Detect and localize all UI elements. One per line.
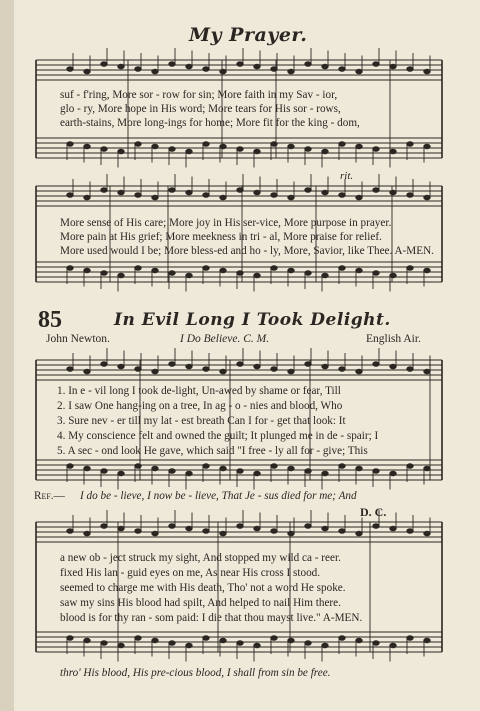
author: John Newton.	[46, 333, 110, 345]
note-head	[237, 62, 243, 67]
note-head	[67, 367, 73, 372]
note-head	[203, 464, 209, 469]
note-head	[237, 641, 243, 646]
note-head	[390, 149, 396, 154]
note-head	[373, 147, 379, 152]
note-head	[135, 142, 141, 147]
note-head	[356, 466, 362, 471]
note-head	[373, 469, 379, 474]
note-head	[169, 362, 175, 367]
note-head	[356, 638, 362, 643]
verse-line: seemed to charge me with His death, Tho' not a word He spoke.	[60, 582, 346, 594]
note-head	[271, 142, 277, 147]
note-head	[84, 466, 90, 471]
note-head	[220, 466, 226, 471]
note-head	[271, 266, 277, 271]
note-head	[424, 531, 430, 536]
arranger: English Air.	[366, 333, 421, 345]
note-head	[424, 144, 430, 149]
note-head	[118, 190, 124, 195]
hymn-number: 85	[38, 307, 62, 333]
note-head	[101, 271, 107, 276]
note-head	[169, 188, 175, 193]
note-head	[254, 273, 260, 278]
note-head	[186, 190, 192, 195]
note-head	[84, 144, 90, 149]
note-head	[118, 471, 124, 476]
note-head	[390, 364, 396, 369]
note-head	[322, 471, 328, 476]
note-head	[390, 64, 396, 69]
note-head	[203, 142, 209, 147]
note-head	[424, 69, 430, 74]
note-head	[339, 142, 345, 147]
note-head	[339, 367, 345, 372]
note-head	[288, 195, 294, 200]
note-head	[220, 531, 226, 536]
note-head	[101, 147, 107, 152]
note-head	[407, 193, 413, 198]
note-head	[322, 149, 328, 154]
note-head	[373, 271, 379, 276]
note-head	[220, 144, 226, 149]
note-head	[186, 471, 192, 476]
note-head	[322, 64, 328, 69]
lyric-line: glo - ry, More hope in His word; More tears for His sor - rows,	[60, 103, 341, 115]
note-head	[152, 466, 158, 471]
note-head	[288, 531, 294, 536]
note-head	[84, 369, 90, 374]
note-head	[390, 190, 396, 195]
note-head	[254, 149, 260, 154]
lyric-line: More sense of His care; More joy in His ser-vice, More purpose in prayer.	[60, 217, 392, 229]
note-head	[288, 144, 294, 149]
hymn-title: In Evil Long I Took Delight.	[114, 310, 391, 330]
note-head	[305, 524, 311, 529]
note-head	[203, 367, 209, 372]
note-head	[186, 64, 192, 69]
note-head	[339, 266, 345, 271]
note-head	[407, 464, 413, 469]
lyric-line: suf - f'ring, More sor - row for sin; More faith in my Sav - ior,	[60, 89, 338, 101]
note-head	[118, 643, 124, 648]
note-head	[424, 466, 430, 471]
note-head	[186, 273, 192, 278]
note-head	[118, 526, 124, 531]
note-head	[356, 144, 362, 149]
note-head	[288, 369, 294, 374]
note-head	[407, 67, 413, 72]
note-head	[101, 641, 107, 646]
note-head	[152, 268, 158, 273]
note-head	[305, 362, 311, 367]
note-head	[356, 69, 362, 74]
note-head	[271, 636, 277, 641]
note-head	[390, 643, 396, 648]
note-head	[84, 195, 90, 200]
note-head	[152, 69, 158, 74]
note-head	[322, 273, 328, 278]
note-head	[424, 369, 430, 374]
note-head	[203, 636, 209, 641]
refrain-line: I do be - lieve, I now be - lieve, That Je - sus died for me; And	[80, 490, 357, 502]
note-head	[356, 531, 362, 536]
note-head	[67, 67, 73, 72]
note-head	[135, 193, 141, 198]
lyric-line: earth-stains, More long-ings for home; More fit for the king - dom,	[60, 117, 360, 129]
note-head	[288, 638, 294, 643]
note-head	[135, 464, 141, 469]
note-head	[237, 271, 243, 276]
note-head	[135, 266, 141, 271]
note-head	[254, 471, 260, 476]
da-capo-marking: D. C.	[360, 505, 387, 519]
note-head	[254, 190, 260, 195]
note-head	[118, 273, 124, 278]
note-head	[152, 369, 158, 374]
lyric-line: More pain at His grief; More meekness in tri - al, More praise for relief.	[60, 231, 382, 243]
verse-line: 1. In e - vil long I took de-light, Un-awed by shame or fear, Till	[57, 385, 341, 397]
note-head	[390, 526, 396, 531]
note-head	[373, 524, 379, 529]
note-head	[407, 142, 413, 147]
note-head	[271, 67, 277, 72]
note-head	[237, 188, 243, 193]
note-head	[67, 266, 73, 271]
note-head	[67, 464, 73, 469]
note-head	[220, 268, 226, 273]
note-head	[407, 367, 413, 372]
note-head	[220, 369, 226, 374]
note-head	[101, 362, 107, 367]
note-head	[305, 271, 311, 276]
hymn-title: My Prayer.	[189, 24, 308, 46]
note-head	[254, 526, 260, 531]
note-head	[271, 193, 277, 198]
note-head	[237, 147, 243, 152]
note-head	[407, 266, 413, 271]
note-head	[169, 147, 175, 152]
note-head	[101, 62, 107, 67]
note-head	[237, 524, 243, 529]
note-head	[67, 529, 73, 534]
note-head	[322, 643, 328, 648]
note-head	[373, 62, 379, 67]
note-head	[305, 147, 311, 152]
note-head	[220, 638, 226, 643]
note-head	[101, 524, 107, 529]
note-head	[339, 636, 345, 641]
note-head	[169, 641, 175, 646]
note-head	[169, 524, 175, 529]
note-head	[101, 469, 107, 474]
note-head	[152, 195, 158, 200]
note-head	[356, 195, 362, 200]
note-head	[373, 188, 379, 193]
note-head	[407, 529, 413, 534]
note-head	[339, 193, 345, 198]
note-head	[254, 64, 260, 69]
note-head	[339, 67, 345, 72]
note-head	[135, 529, 141, 534]
note-head	[339, 464, 345, 469]
note-head	[169, 62, 175, 67]
verse-line: saw my sins His blood had spilt, And helped to nail Him there.	[60, 597, 341, 609]
lyric-line: More used would I be; More bless-ed and ho - ly, More, Savior, like Thee. A-MEN.	[60, 245, 434, 257]
refrain-line: thro' His blood, His pre-cious blood, I shall from sin be free.	[60, 667, 331, 679]
note-head	[424, 638, 430, 643]
note-head	[271, 464, 277, 469]
note-head	[67, 193, 73, 198]
note-head	[67, 142, 73, 147]
note-head	[407, 636, 413, 641]
refrain-label: Ref.—	[34, 490, 65, 502]
note-head	[118, 149, 124, 154]
note-head	[203, 67, 209, 72]
note-head	[203, 193, 209, 198]
note-head	[322, 364, 328, 369]
note-head	[84, 531, 90, 536]
note-head	[305, 62, 311, 67]
note-head	[305, 188, 311, 193]
note-head	[254, 643, 260, 648]
note-head	[356, 369, 362, 374]
note-head	[305, 641, 311, 646]
note-head	[101, 188, 107, 193]
note-head	[152, 638, 158, 643]
note-head	[203, 266, 209, 271]
note-head	[118, 64, 124, 69]
note-head	[186, 364, 192, 369]
note-head	[271, 367, 277, 372]
note-head	[322, 526, 328, 531]
note-head	[390, 471, 396, 476]
note-head	[390, 273, 396, 278]
note-head	[186, 526, 192, 531]
note-head	[84, 638, 90, 643]
note-head	[67, 636, 73, 641]
note-head	[169, 271, 175, 276]
note-head	[203, 529, 209, 534]
note-head	[254, 364, 260, 369]
verse-line: 2. I saw One hang-ing on a tree, In ag - o - nies and blood, Who	[57, 400, 343, 412]
verse-line: blood is for thy ran - som paid: I die that thou mayst live." A-MEN.	[60, 612, 363, 624]
note-head	[288, 69, 294, 74]
note-head	[373, 362, 379, 367]
verse-line: a new ob - ject struck my sight, And stopped my wild ca - reer.	[60, 552, 341, 564]
tune-name: I Do Believe. C. M.	[180, 333, 270, 345]
note-head	[237, 469, 243, 474]
note-head	[237, 362, 243, 367]
verse-line: 5. A sec - ond look He gave, which said "I free - ly all for - give; This	[57, 445, 368, 457]
note-head	[169, 469, 175, 474]
note-head	[373, 641, 379, 646]
note-head	[424, 268, 430, 273]
note-head	[84, 69, 90, 74]
tempo-marking: rit.	[340, 170, 354, 182]
note-head	[339, 529, 345, 534]
note-head	[288, 466, 294, 471]
note-head	[152, 144, 158, 149]
note-head	[135, 636, 141, 641]
note-head	[271, 529, 277, 534]
note-head	[288, 268, 294, 273]
verse-line: fixed His lan - guid eyes on me, As near His cross I stood.	[60, 567, 321, 579]
note-head	[84, 268, 90, 273]
note-head	[305, 469, 311, 474]
note-head	[152, 531, 158, 536]
verse-line: 3. Sure nev - er till my lat - est breath Can I for - get that look: It	[57, 415, 346, 427]
note-head	[186, 643, 192, 648]
note-head	[135, 367, 141, 372]
note-head	[322, 190, 328, 195]
note-head	[220, 195, 226, 200]
note-head	[118, 364, 124, 369]
note-head	[424, 195, 430, 200]
note-head	[220, 69, 226, 74]
verse-line: 4. My conscience felt and owned the guilt; It plunged me in de - spair; I	[57, 430, 379, 442]
note-head	[186, 149, 192, 154]
note-head	[135, 67, 141, 72]
note-head	[356, 268, 362, 273]
